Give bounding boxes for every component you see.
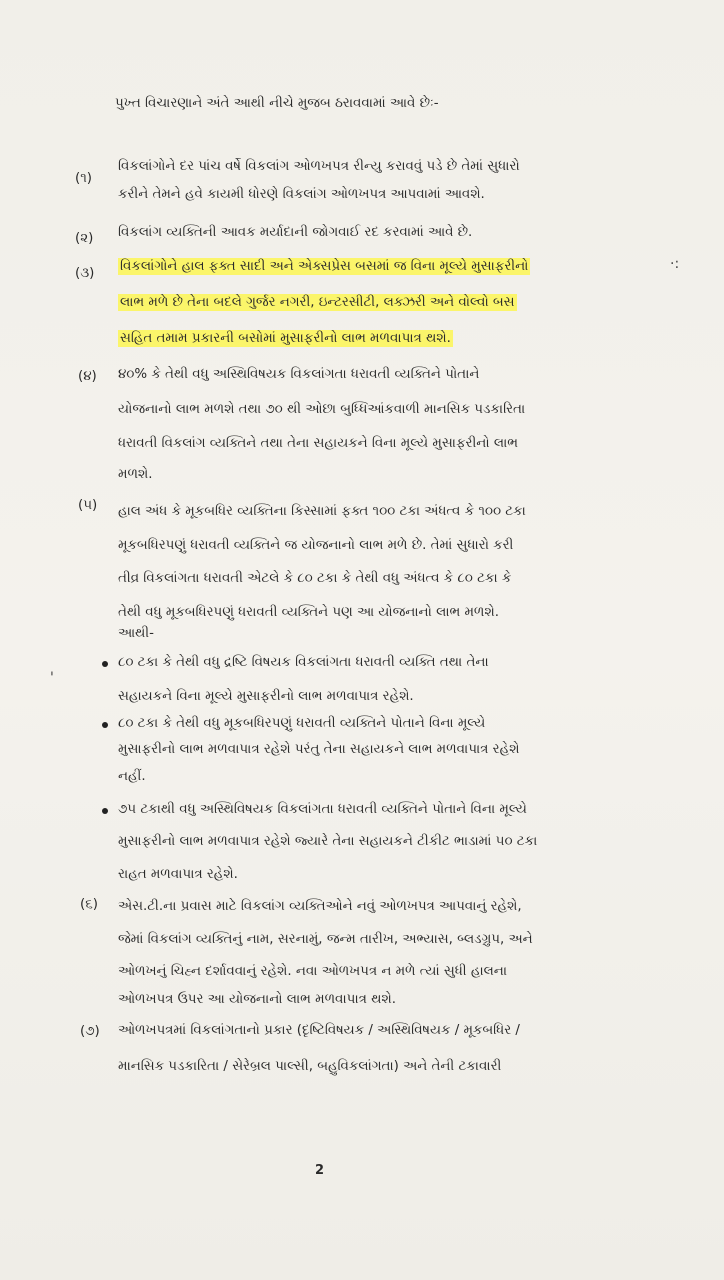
item-4-line-3: ધરાવતી વિકલાંગ વ્યક્તિને તથા તેના સહાયકને વિના મૂલ્યે મુસાફરીનો લાભ — [118, 436, 518, 451]
stray-mark: ' — [50, 670, 54, 686]
pen-mark: ·: — [670, 256, 680, 272]
item-7-line-1: ઓળખપત્રમાં વિકલાંગતાનો પ્રકાર (દૃષ્ટિવિષયક / અસ્થિવિષયક / મૂકબધિર / — [118, 1023, 520, 1038]
item-1-line-2: કરીને તેમને હવે કાયમી ધોરણે વિકલાંગ ઓળખપત્ર આપવામાં આવશે. — [118, 187, 485, 202]
bullet-2-line-3: નહીં. — [118, 769, 146, 784]
item-number-1: (૧) — [75, 171, 93, 186]
item-2-line-1: વિકલાંગ વ્યક્તિની આવક મર્યાદાની જોગવાઈ રદ કરવામાં આવે છે. — [118, 225, 473, 240]
item-4-line-1: ૪૦% કે તેથી વધુ અસ્થિવિષયક વિકલાંગતા ધરાવતી વ્યક્તિને પોતાને — [118, 367, 480, 382]
item-number-7: (૭) — [80, 1024, 100, 1039]
item-1-line-1: વિકલાંગોને દર પાંચ વર્ષે વિકલાંગ ઓળખપત્ર રીન્યુ કરાવવું પડે છે તેમાં સુધારો — [118, 159, 520, 174]
item-6-line-2: જેમાં વિકલાંગ વ્યક્તિનું નામ, સરનામું, જન્મ તારીખ, અભ્યાસ, બ્લડગ્રુપ, અને — [118, 932, 533, 947]
item-3-line-1 — [118, 258, 530, 276]
item-6-line-4: ઓળખપત્ર ઉપર આ યોજનાનો લાભ મળવાપાત્ર થશે. — [118, 992, 396, 1007]
bullet-3-line-1: ૭૫ ટકાથી વધુ અસ્થિવિષયક વિકલાંગતા ધરાવતી વ્યક્તિને પોતાને વિના મૂલ્યે — [118, 802, 527, 817]
item-3-line-3 — [118, 330, 453, 348]
bullet-3-line-2: મુસાફરીનો લાભ મળવાપાત્ર રહેશે જ્યારે તેના સહાયકને ટીકીટ ભાડામાં ૫૦ ટકા — [118, 834, 538, 849]
item-5-line-3: તીવ્ર વિકલાંગતા ધરાવતી એટલે કે ૮૦ ટકા કે તેથી વધુ અંધત્વ કે ૮૦ ટકા કે — [118, 571, 512, 586]
highlight-3: સહિત તમામ પ્રકારની બસોમાં મુસાફરીનો લાભ મળવાપાત્ર થશે. — [120, 331, 451, 346]
bullet-3-line-3: રાહત મળવાપાત્ર રહેશે. — [118, 867, 238, 882]
item-6-line-1: એસ.ટી.ના પ્રવાસ માટે વિકલાંગ વ્યક્તિઓને નવું ઓળખપત્ર આપવાનું રહેશે, — [118, 899, 522, 914]
item-7-line-2: માનસિક પડકારિતા / સેરેબ્રલ પાલ્સી, બહુવિકલાંગતા) અને તેની ટકાવારી — [118, 1059, 502, 1074]
item-4-line-2: યોજનાનો લાભ મળશે તથા ૭૦ થી ઓછા બુધ્ધિઆંકવાળી માનસિક પડકારિતા — [118, 402, 526, 417]
bullet-1-line-1: ૮૦ ટકા કે તેથી વધુ દ્રષ્ટિ વિષયક વિકલાંગતા ધરાવતી વ્યક્તિ તથા તેના — [118, 655, 489, 670]
intro-line: પુખ્ત વિચારણાને અંતે આથી નીચે મુજબ ઠરાવવામાં આવે છેઃ- — [115, 96, 439, 111]
item-3-line-2 — [118, 294, 517, 312]
highlight-2: લાભ મળે છે તેના બદલે ગુર્જર નગરી, ઇન્ટરસીટી, લક્ઝરી અને વોલ્વો બસ — [120, 295, 515, 310]
bullet-2-line-1: ૮૦ ટકા કે તેથી વધુ મૂકબધિરપણું ધરાવતી વ્યક્તિને પોતાને વિના મૂલ્યે — [118, 716, 486, 731]
item-number-2: (૨) — [75, 231, 94, 246]
page-number: 2 — [315, 1163, 325, 1178]
bullet-dot-3 — [102, 808, 108, 814]
item-5-line-1: હાલ અંધ કે મૂકબધિર વ્યક્તિના કિસ્સામાં ફક્ત ૧૦૦ ટકા અંધત્વ કે ૧૦૦ ટકા — [118, 504, 526, 519]
highlight-1: વિકલાંગોને હાલ ફક્ત સાદી અને એક્સપ્રેસ બસમાં જ વિના મૂલ્યે મુસાફરીનો — [120, 259, 529, 274]
item-number-6: (૬) — [80, 897, 98, 912]
item-5-line-2: મૂકબધિરપણું ધરાવતી વ્યક્તિને જ યોજનાનો લાભ મળે છે. તેમાં સુધારો કરી — [118, 538, 514, 553]
bullet-dot-2 — [102, 722, 108, 728]
bullet-1-line-2: સહાયકને વિના મૂલ્યે મુસાફરીનો લાભ મળવાપાત્ર રહેશે. — [118, 689, 414, 704]
bullet-2-line-2: મુસાફરીનો લાભ મળવાપાત્ર રહેશે પરંતુ તેના સહાયકને લાભ મળવાપાત્ર રહેશે — [118, 742, 520, 757]
item-6-line-3: ઓળખનું ચિહ્ન દર્શાવવાનું રહેશે. નવા ઓળખપત્ર ન મળે ત્યાં સુધી હાલના — [118, 964, 508, 979]
item-number-4: (૪) — [78, 369, 97, 384]
item-number-5: (૫) — [78, 498, 98, 513]
item-4-line-4: મળશે. — [118, 467, 153, 482]
item-5-line-4: તેથી વધુ મૂકબધિરપણું ધરાવતી વ્યક્તિને પણ આ યોજનાનો લાભ મળશે. — [118, 605, 499, 620]
bullet-dot-1 — [102, 661, 108, 667]
item-5-line-5: આથી- — [118, 626, 154, 641]
item-number-3: (૩) — [75, 266, 95, 281]
